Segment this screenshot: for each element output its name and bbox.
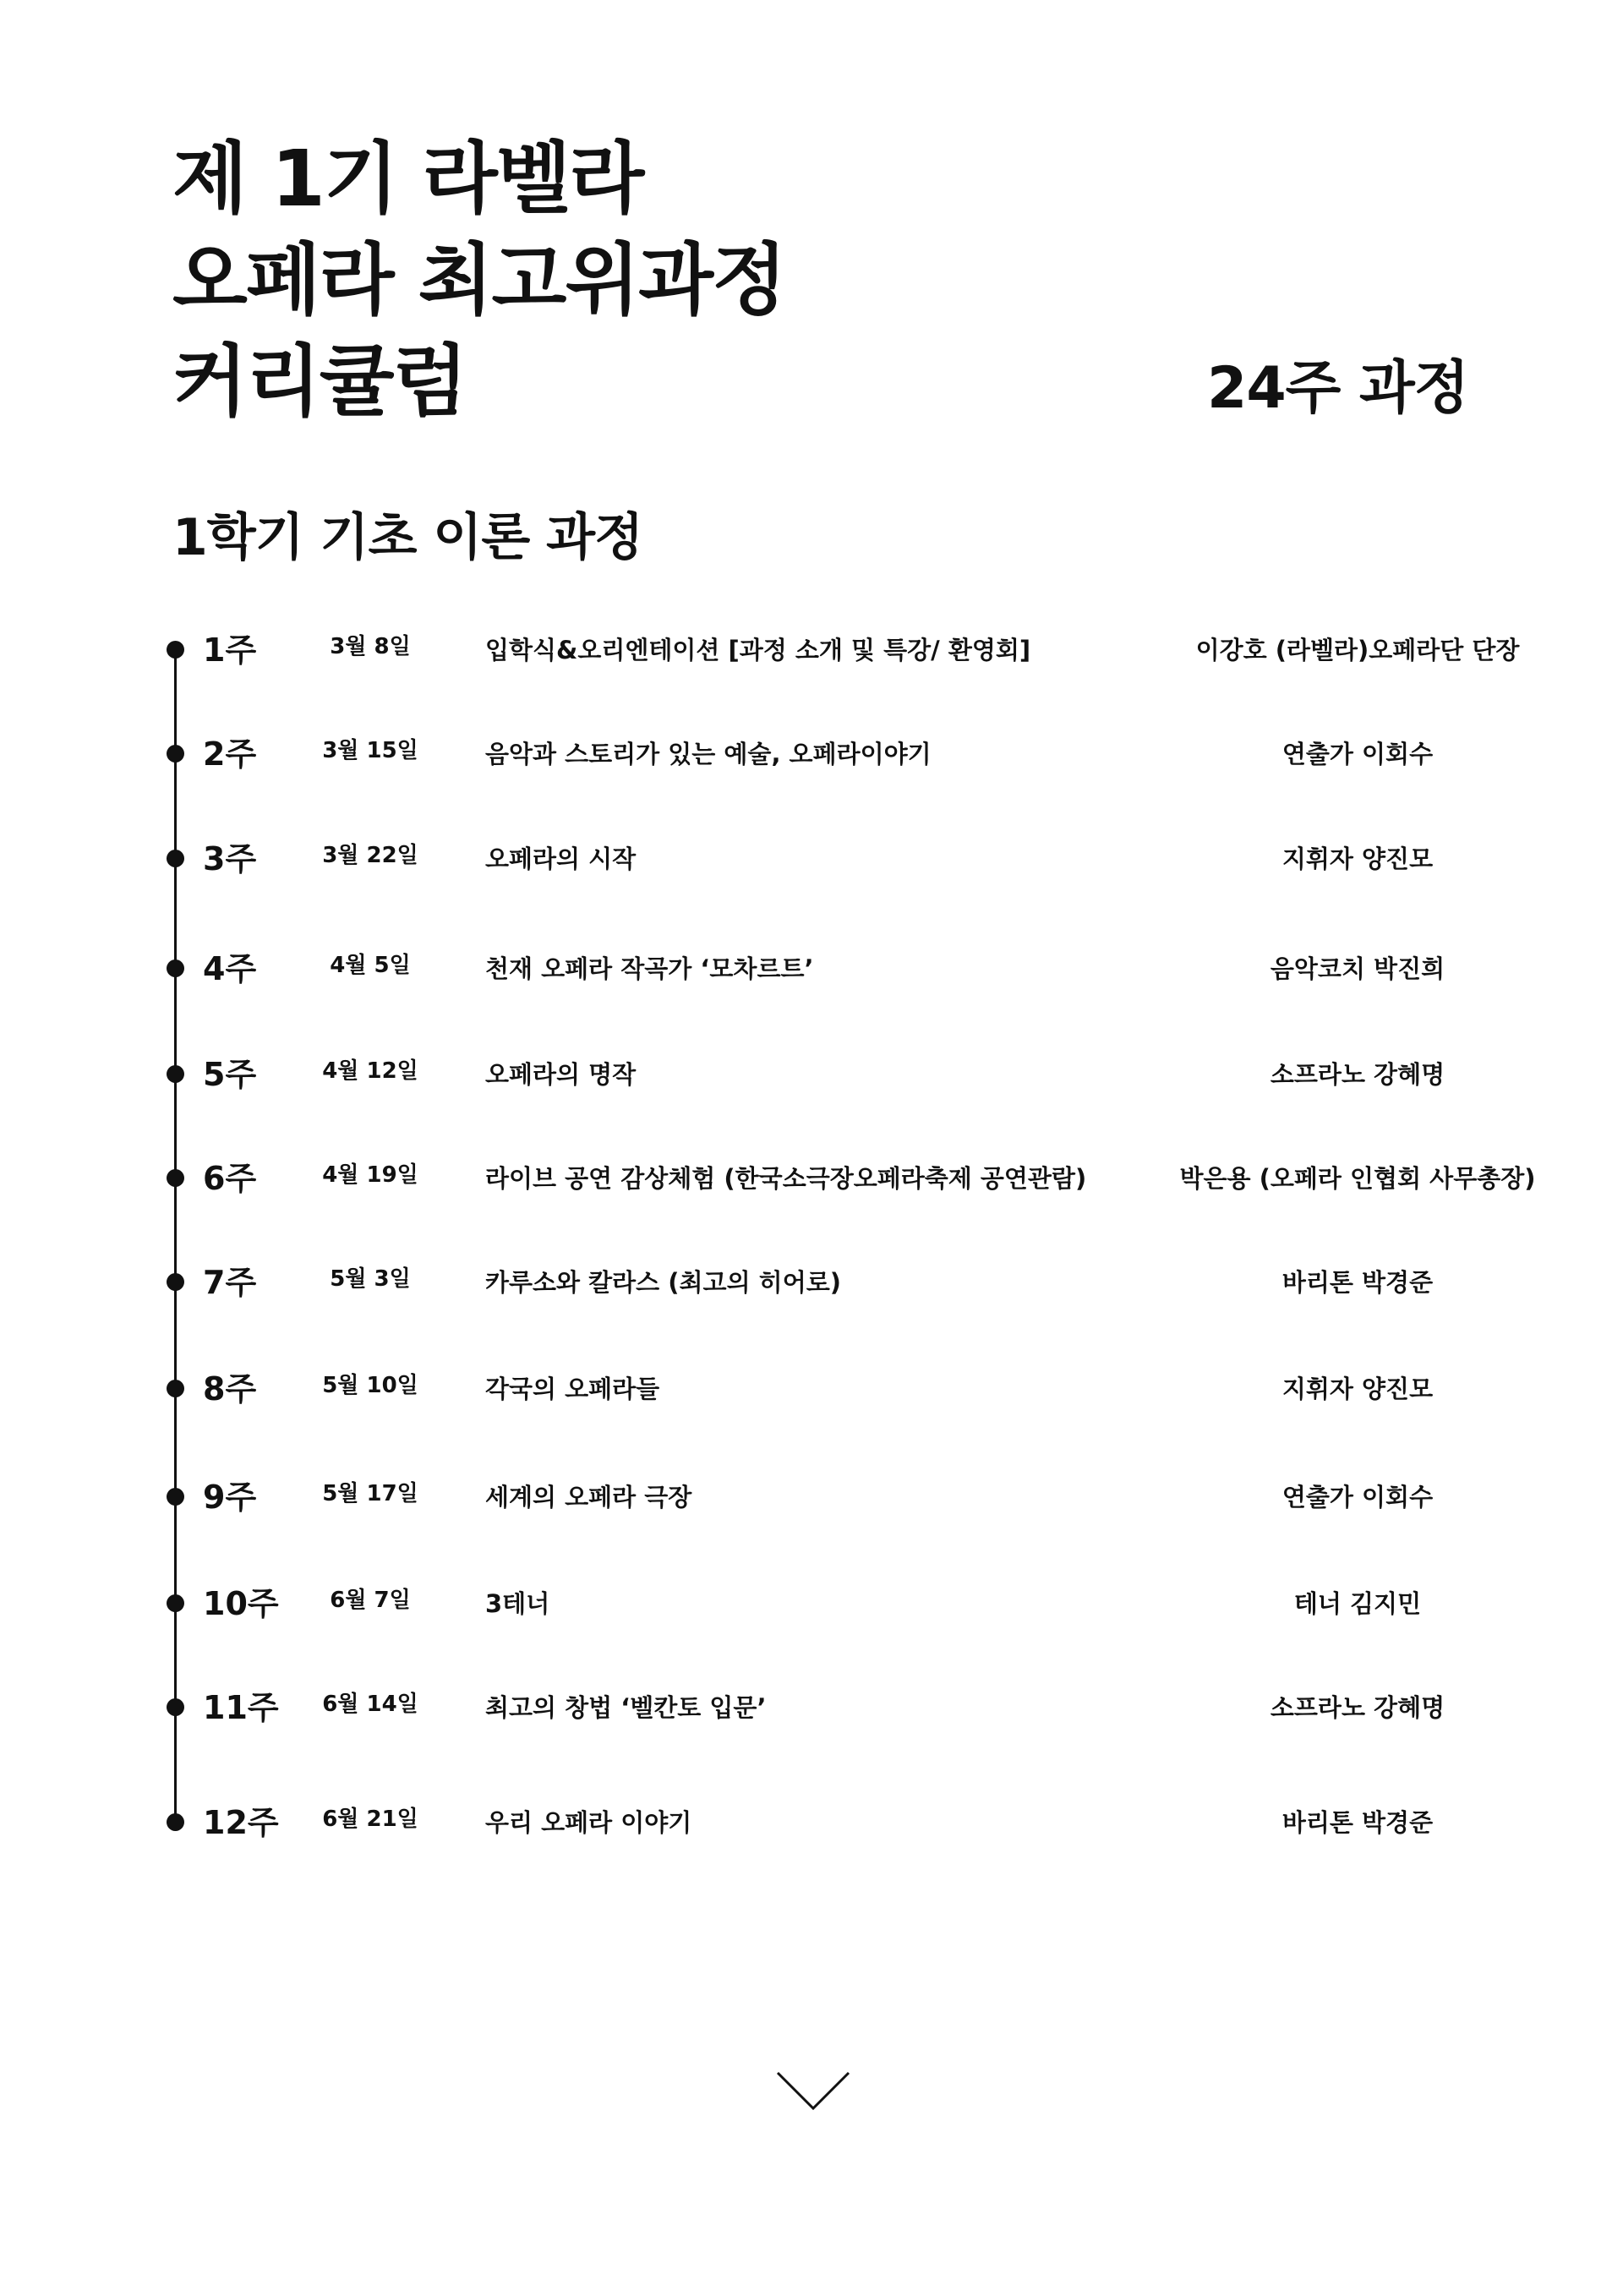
session-topic: 오페라의 명작: [485, 1060, 637, 1089]
schedule-row: 9주 5월 17일 세계의 오페라 극장 연출가 이회수: [0, 1472, 1623, 1522]
title-line-1: 제 1기 라벨라: [172, 134, 643, 224]
bullet-dot-icon: [167, 641, 184, 659]
timeline-line: [174, 648, 177, 1823]
bullet-dot-icon: [167, 1813, 184, 1831]
bullet-dot-icon: [167, 959, 184, 977]
week-label: 7주: [203, 1264, 257, 1301]
week-label: 8주: [203, 1370, 257, 1408]
week-label: 1주: [203, 631, 257, 669]
course-duration: 24주 과정: [1207, 355, 1469, 422]
bullet-dot-icon: [167, 1169, 184, 1187]
schedule-row: 3주 3월 22일 오페라의 시작 지휘자 양진모: [0, 834, 1623, 884]
schedule-row: 8주 5월 10일 각국의 오페라들 지휘자 양진모: [0, 1364, 1623, 1414]
week-label: 3주: [203, 840, 257, 877]
week-label: 6주: [203, 1160, 257, 1197]
bullet-dot-icon: [167, 1488, 184, 1506]
bullet-dot-icon: [167, 1698, 184, 1716]
schedule-row: 7주 5월 3일 카루소와 칼라스 (최고의 히어로) 바리톤 박경준: [0, 1257, 1623, 1308]
schedule-row: 4주 4월 5일 천재 오페라 작곡가 ‘모차르트’ 음악코치 박진희: [0, 943, 1623, 994]
session-topic: 입학식&오리엔테이션 [과정 소개 및 특강/ 환영회]: [485, 636, 1031, 664]
bullet-dot-icon: [167, 1380, 184, 1397]
session-topic: 라이브 공연 감상체험 (한국소극장오페라축제 공연관람): [485, 1164, 1087, 1193]
week-label: 4주: [203, 950, 257, 987]
session-topic: 카루소와 칼라스 (최고의 히어로): [485, 1268, 841, 1297]
schedule-row: 11주 6월 14일 최고의 창법 ‘벨칸토 입문’ 소프라노 강혜명: [0, 1682, 1623, 1733]
session-topic: 우리 오페라 이야기: [485, 1808, 692, 1837]
week-label: 9주: [203, 1479, 257, 1516]
schedule-row: 12주 6월 21일 우리 오페라 이야기 바리톤 박경준: [0, 1797, 1623, 1848]
bullet-dot-icon: [167, 1594, 184, 1612]
schedule-row: 6주 4월 19일 라이브 공연 감상체험 (한국소극장오페라축제 공연관람) 박은용 (오페라 인협회 사무총장): [0, 1153, 1623, 1204]
week-label: 2주: [203, 735, 257, 773]
schedule-row: 1주 3월 8일 입학식&오리엔테이션 [과정 소개 및 특강/ 환영회] 이강호 (라벨라)오페라단 단장: [0, 625, 1623, 675]
title-line-2: 오페라 최고위과정: [172, 235, 786, 325]
semester-title: 1학기 기초 이론 과정: [172, 508, 643, 567]
week-label: 5주: [203, 1056, 257, 1093]
session-topic: 음악과 스토리가 있는 예술, 오페라이야기: [485, 740, 932, 768]
bullet-dot-icon: [167, 1065, 184, 1083]
week-label: 10주: [203, 1585, 279, 1622]
session-topic: 오페라의 시작: [485, 845, 637, 873]
schedule-row: 2주 3월 15일 음악과 스토리가 있는 예술, 오페라이야기 연출가 이회수: [0, 729, 1623, 779]
session-topic: 3테너: [485, 1589, 550, 1618]
bullet-dot-icon: [167, 745, 184, 763]
chevron-down-icon[interactable]: [775, 2069, 851, 2113]
schedule-row: 10주 6월 7일 3테너 테너 김지민: [0, 1578, 1623, 1629]
schedule-row: 5주 4월 12일 오페라의 명작 소프라노 강혜명: [0, 1049, 1623, 1100]
session-topic: 최고의 창법 ‘벨칸토 입문’: [485, 1693, 767, 1722]
session-topic: 각국의 오페라들: [485, 1375, 660, 1403]
session-topic: 천재 오페라 작곡가 ‘모차르트’: [485, 954, 814, 983]
bullet-dot-icon: [167, 1273, 184, 1291]
session-topic: 세계의 오페라 극장: [485, 1483, 692, 1512]
week-label: 11주: [203, 1689, 279, 1726]
bullet-dot-icon: [167, 850, 184, 867]
curriculum-title: [172, 128, 785, 433]
title-line-3: 커리큘럼: [172, 336, 467, 427]
week-label: 12주: [203, 1804, 279, 1841]
